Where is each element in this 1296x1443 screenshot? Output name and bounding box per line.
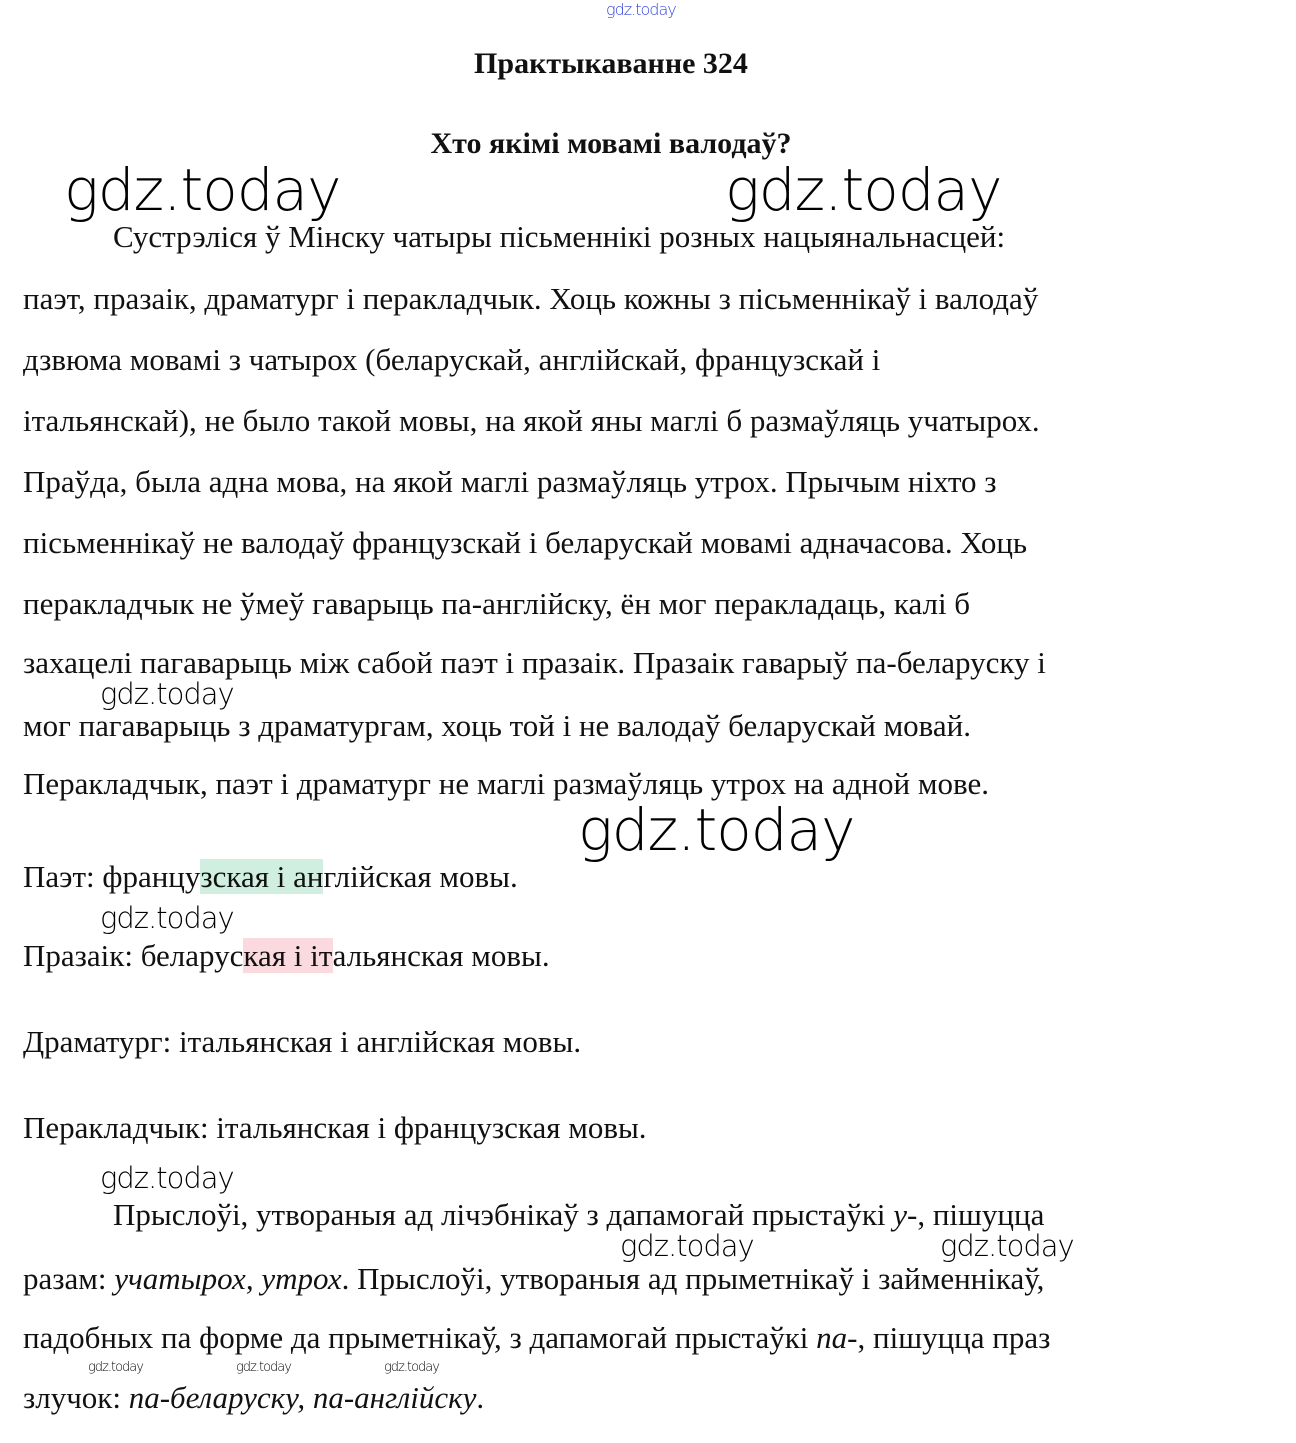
watermark: gdz.today bbox=[100, 677, 234, 711]
text-line: Прыслоўі, утвораныя ад лічэбнікаў з дапамогай прыстаўкі у-, пішуцца bbox=[113, 1197, 1045, 1232]
text-line: пісьменнікаў не валодаў французскай і беларускай мовамі адначасова. Хоць bbox=[23, 525, 1028, 560]
text-line: мог пагаварыць з драматургам, хоць той і не валодаў беларускай мовай. bbox=[23, 708, 972, 743]
watermark: gdz.today bbox=[620, 1229, 754, 1263]
watermark: gdz.today bbox=[940, 1229, 1074, 1263]
text-line: перакладчык не ўмеў гаварыць па-англійску, ён мог перакладаць, калі б bbox=[23, 586, 971, 621]
text-line: падобных па форме да прыметнікаў, з дапамогай прыстаўкі па-, пішуцца праз bbox=[23, 1320, 1051, 1355]
watermark: gdz.today bbox=[606, 0, 676, 19]
text-line: злучок: па-беларуску, па-англійску. bbox=[23, 1380, 485, 1415]
answer-translator: Перакладчык: італьянская і французская мовы. bbox=[23, 1110, 647, 1145]
text-line: Перакладчык, паэт і драматург не маглі размаўляць утрох на адной мове. bbox=[23, 766, 989, 801]
watermark: gdz.today bbox=[100, 1161, 234, 1195]
watermark: gdz.today bbox=[578, 796, 855, 864]
text-line: паэт, празаік, драматург і перакладчык. Хоць кожны з пісьменнікаў і валодаў bbox=[23, 281, 1039, 316]
text-line: разам: учатырох, утрох. Прыслоўі, утвораныя ад прыметнікаў і займеннікаў, bbox=[23, 1261, 1045, 1296]
text-line: захацелі пагаварыць між сабой паэт і празаік. Празаік гаварыў па-беларуску і bbox=[23, 645, 1046, 680]
watermark: gdz.today bbox=[100, 901, 234, 935]
answer-playwright: Драматург: італьянская і англійская мовы. bbox=[23, 1024, 582, 1059]
text-line: Праўда, была адна мова, на якой маглі размаўляць утрох. Прычым ніхто з bbox=[23, 464, 997, 499]
exercise-subtitle: Хто якімі мовамі валодаў? bbox=[430, 127, 792, 160]
answer-prose-writer: Празаік: беларуская і італьянская мовы. bbox=[23, 938, 550, 973]
text-line: італьянскай), не было такой мовы, на якой яны маглі б размаўляць учатырох. bbox=[23, 403, 1040, 438]
text-line: дзвюма мовамі з чатырох (беларускай, англійскай, французскай і bbox=[23, 342, 881, 377]
answer-poet: Паэт: французская і англійская мовы. bbox=[23, 859, 518, 894]
watermark: gdz.today bbox=[64, 156, 341, 224]
page-title: Практыкаванне 324 bbox=[474, 47, 748, 80]
watermark: gdz.today bbox=[384, 1360, 439, 1375]
watermark: gdz.today bbox=[236, 1360, 291, 1375]
text-line: Сустрэліся ў Мінску чатыры пісьменнікі розных нацыянальнасцей: bbox=[113, 219, 1006, 254]
watermark: gdz.today bbox=[725, 156, 1002, 224]
watermark: gdz.today bbox=[88, 1360, 143, 1375]
